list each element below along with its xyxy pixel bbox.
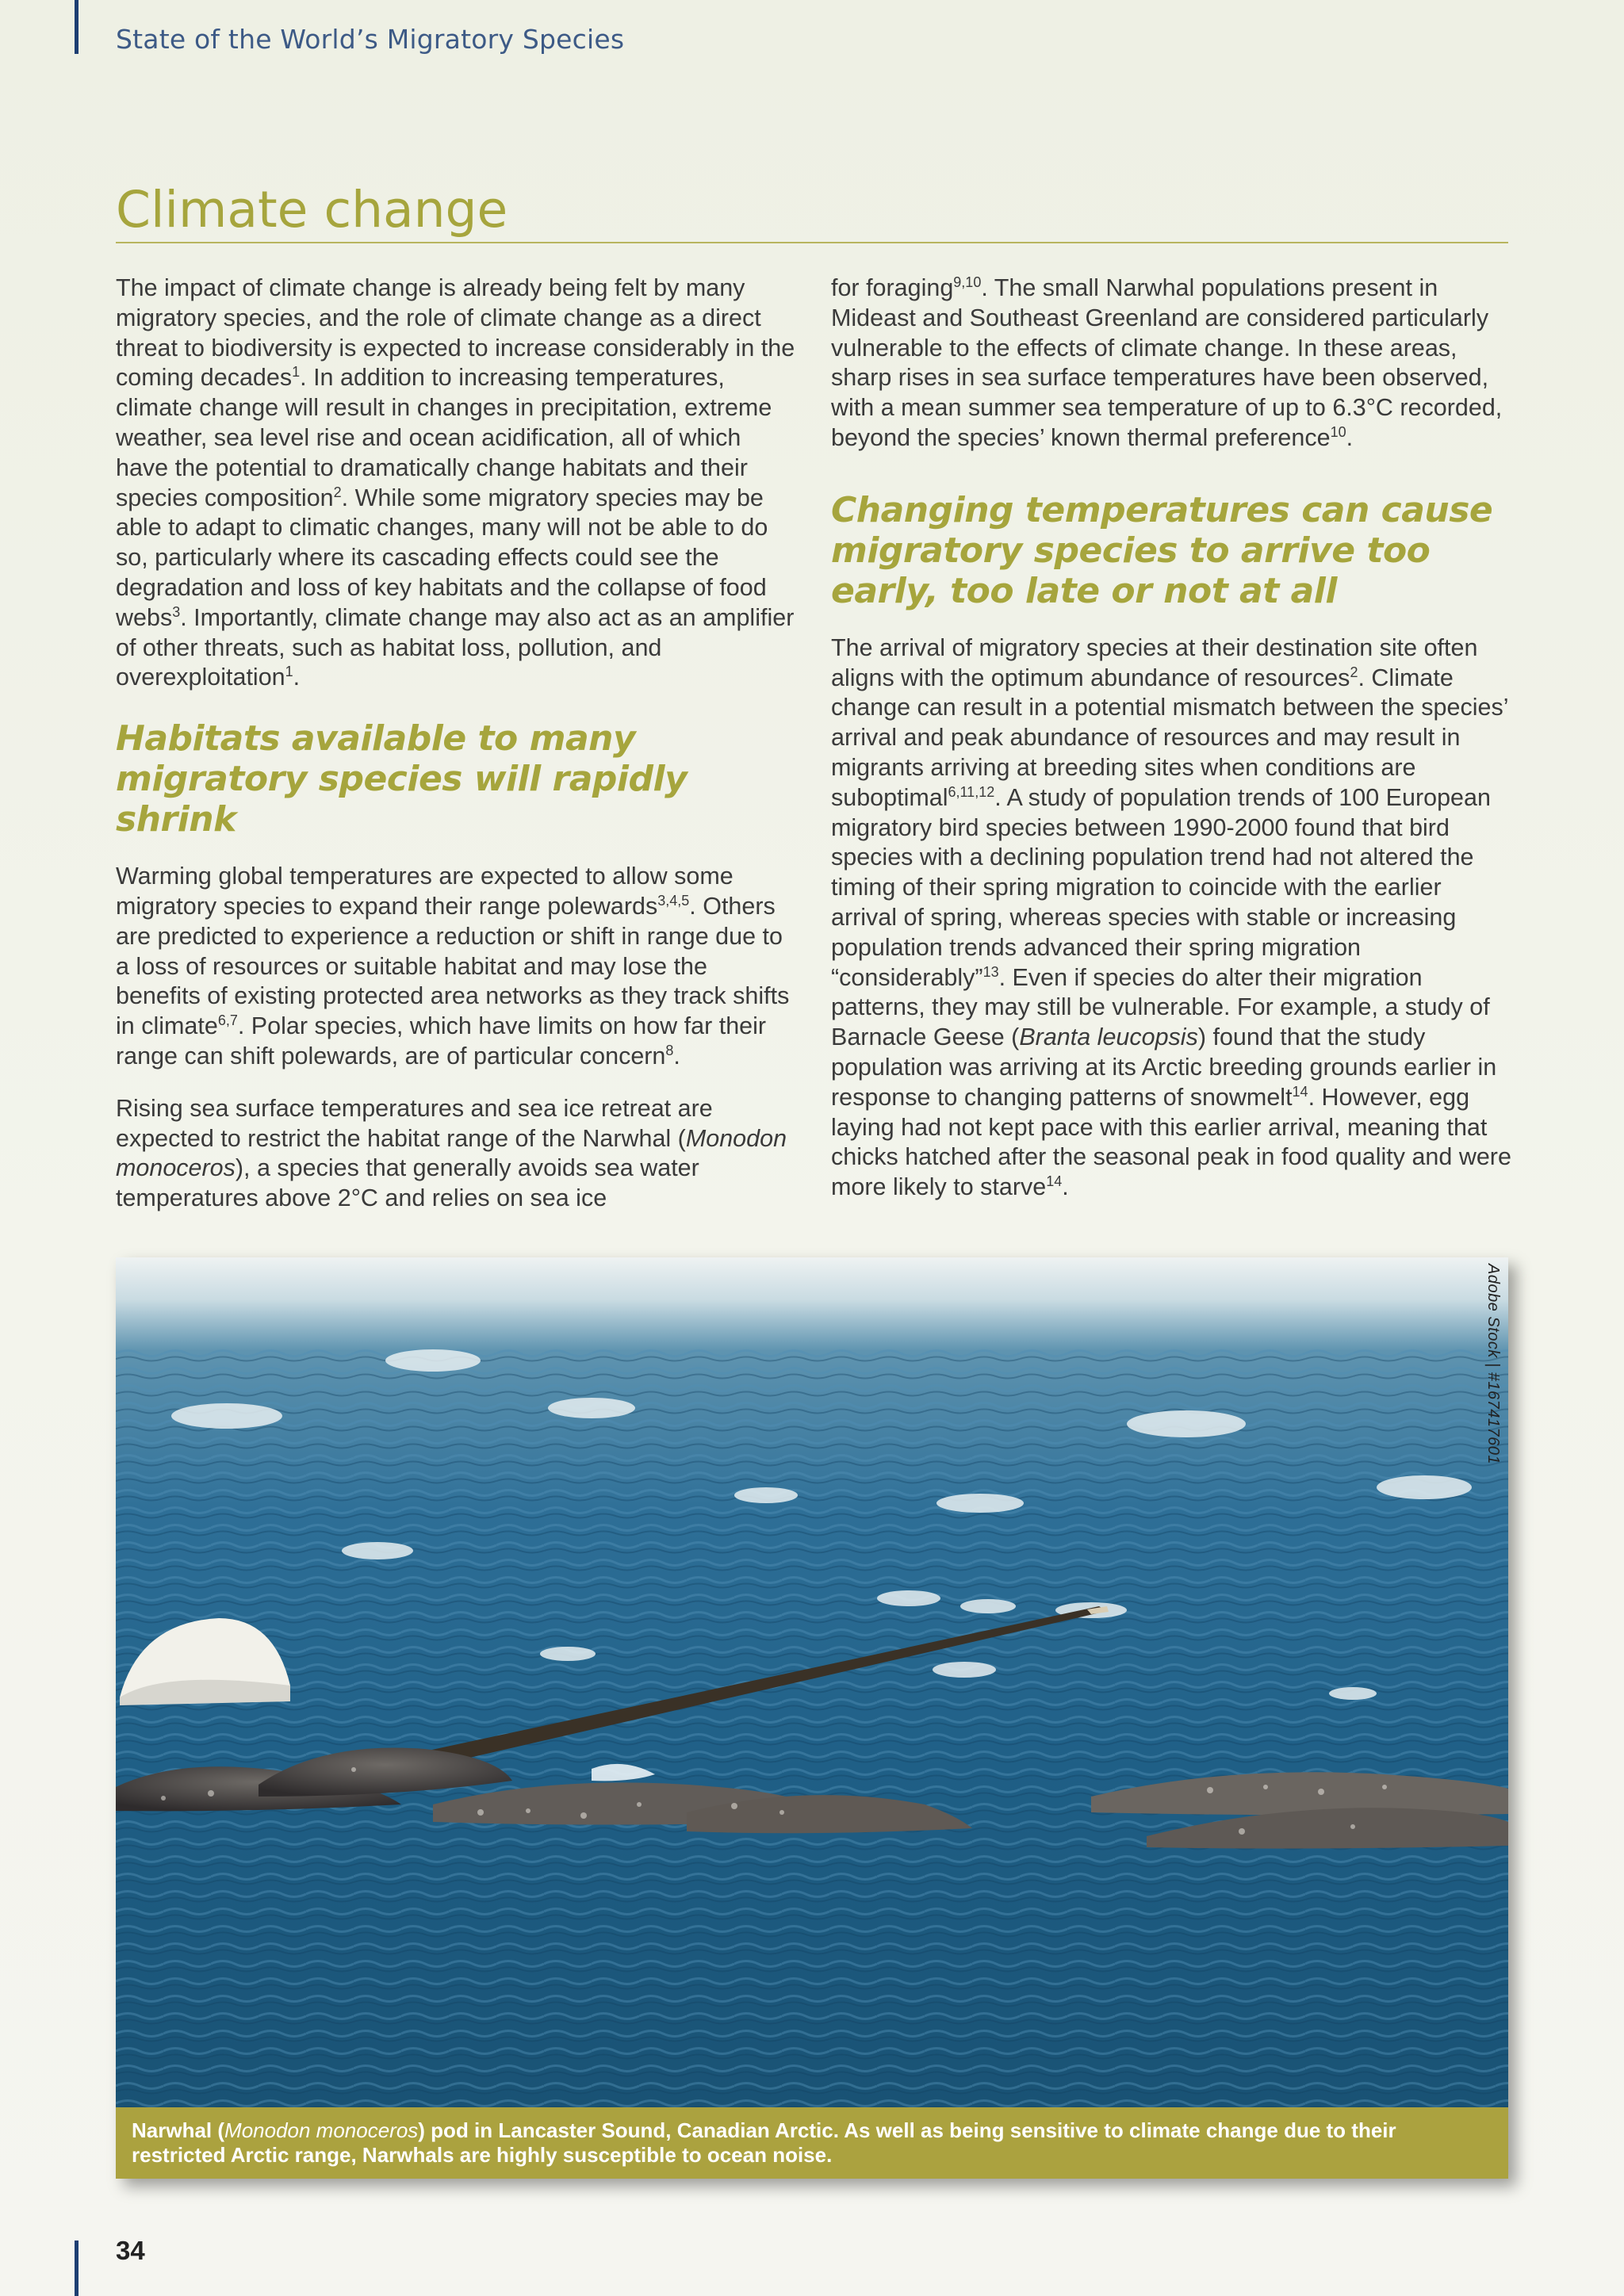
narwhal-continued-paragraph (831, 274, 1513, 453)
footnote-ref: 3 (172, 603, 181, 620)
footnote-ref: 10 (1330, 423, 1346, 440)
footnote-ref: 6,11,12 (948, 783, 995, 800)
footnote-ref: 3,4,5 (657, 892, 690, 909)
text-run: . (1346, 423, 1354, 451)
text-run: . In addition to increasing temperatures, climate change will result in changes in precipitation, extreme weather, sea level rise and ocean acidification, all of which have the potential to dramatically change habitats and their species composition (116, 364, 772, 511)
text-run: . Importantly, climate change may also act as an amplifier of other threats, such as habitat loss, pollution, and overexploitation (116, 603, 795, 691)
footnote-ref: 1 (285, 664, 293, 680)
text-run: Warming global temperatures are expected to allow some migratory species to expand their range polewards (116, 863, 733, 920)
text-run: . However, egg laying had not kept pace with this earlier arrival, meaning that chicks hatched after the seasonal peak in food quality and were more likely to starve (831, 1083, 1511, 1201)
photo-credit: Adobe Stock | #167417601 (1484, 1264, 1502, 1464)
footnote-ref: 9,10 (953, 274, 982, 290)
section-heading-timing: Changing temperatures can cause migratory species to arrive too early, too late or not at all (831, 489, 1493, 611)
species-name: Monodon monoceros (116, 1124, 787, 1182)
left-column (116, 274, 798, 1236)
text-run: for foraging (831, 274, 954, 301)
text-run: ), a species that generally avoids sea water temperatures above 2°C and relies on sea ice (116, 1154, 699, 1212)
figure-caption (116, 2107, 1508, 2179)
text-run: . Polar species, which have limits on how far their range can shift polewards, are of particular concern (116, 1012, 767, 1070)
footnote-ref: 2 (333, 484, 342, 500)
narwhal-photo (116, 1257, 1508, 2107)
species-name: Monodon monoceros (224, 2118, 419, 2142)
text-run: . Others are predicted to experience a reduction or shift in range due to a loss of resources or suitable habitat and may lose the benefits of existing protected area networks as they track shifts in climate (116, 892, 790, 1040)
page-number: 34 (116, 2236, 145, 2265)
text-run: . (293, 664, 301, 691)
running-header: State of the World’s Migratory Species (116, 24, 625, 55)
footer-accent-bar (75, 2241, 79, 2296)
text-run: Narwhal ( (132, 2118, 225, 2142)
text-run: . Even if species do alter their migration patterns, they may still be vulnerable. For example, a study of Barnacle Geese ( (831, 963, 1490, 1051)
section-heading-habitats: Habitats available to many migratory species will rapidly shrink (116, 718, 688, 840)
footnote-ref: 6,7 (217, 1012, 238, 1028)
habitats-paragraph-1 (116, 862, 798, 1072)
text-run: . (1062, 1173, 1069, 1201)
footnote-ref: 13 (982, 963, 999, 980)
text-run: . While some migratory species may be able to adapt to climatic changes, many will not be able to do so, particularly where its cascading effects could see the degradation and loss of key habitats and the collapse of food webs (116, 484, 768, 631)
intro-paragraph (116, 274, 798, 693)
page-title: Climate change (116, 181, 508, 239)
footnote-ref: 14 (1292, 1083, 1308, 1100)
text-run: . (673, 1042, 680, 1070)
habitats-paragraph-2 (116, 1094, 798, 1214)
footnote-ref: 2 (1350, 664, 1358, 680)
text-run: The impact of climate change is already being felt by many migratory species, and the role of climate change as a direct threat to biodiversity is expected to increase considerably in the coming decades (116, 274, 795, 392)
footnote-ref: 8 (665, 1042, 674, 1058)
footnote-ref: 1 (292, 364, 301, 381)
title-divider (116, 242, 1508, 243)
text-run: ) pod in Lancaster Sound, Canadian Arctic. As well as being sensitive to climate change due to their restricted Arctic range, Narwhals are highly susceptible to ocean noise. (132, 2118, 1396, 2167)
header-accent-bar (75, 0, 79, 54)
text-run: . A study of population trends of 100 European migratory bird species between 1990-2000 found that bird species with a declining population trend had not altered the timing of their spring migration to coincide with the earlier arrival of spring, whereas species with stable or increasing population trends advanced their spring migration “considerably” (831, 783, 1491, 991)
text-run: . The small Narwhal populations present in Mideast and Southeast Greenland are considered particularly vulnerable to the effects of climate change. In these areas, sharp rises in sea surface temperatures have been observed, with a mean summer sea temperature of up to 6.3°C recorded, beyond the species’ known thermal preference (831, 274, 1503, 451)
timing-paragraph (831, 633, 1513, 1203)
right-column (831, 274, 1513, 1225)
species-name: Branta leucopsis (1019, 1024, 1198, 1051)
footnote-ref: 14 (1046, 1173, 1063, 1189)
text-run: . Climate change can result in a potential mismatch between the species’ arrival and peak abundance of resources and may result in migrants arriving at breeding sites when conditions are suboptimal (831, 664, 1508, 811)
text-run: Rising sea surface temperatures and sea ice retreat are expected to restrict the habitat range of the Narwhal ( (116, 1094, 713, 1152)
text-run: ) found that the study population was arriving at its Arctic breeding grounds earlier in response to changing patterns of snowmelt (831, 1024, 1497, 1111)
narwhal-figure (116, 1257, 1508, 2179)
text-run: The arrival of migratory species at their destination site often aligns with the optimum abundance of resources (831, 633, 1478, 691)
